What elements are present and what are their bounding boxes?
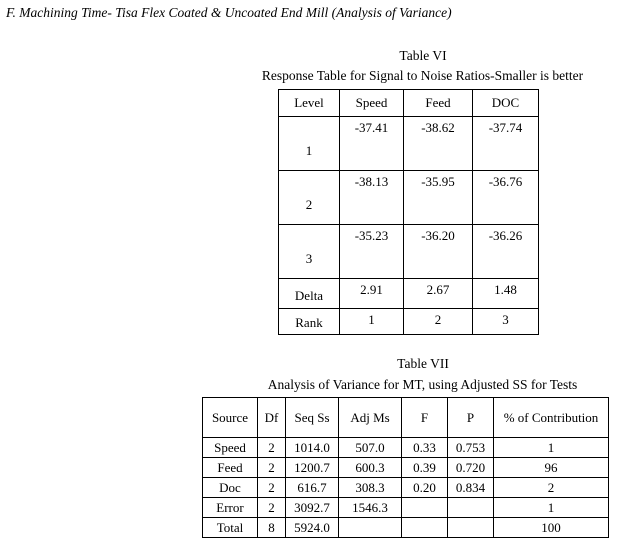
table7-cell: 8 <box>258 518 286 538</box>
table6-cell: 3 <box>473 309 539 335</box>
table6-title: Table VI <box>399 48 447 63</box>
table7-cell: 96 <box>494 458 609 478</box>
table6-row <box>279 225 539 279</box>
table7-cell <box>448 518 494 538</box>
table6-row <box>279 309 539 335</box>
table7-cell: 616.7 <box>286 478 339 498</box>
table7-cell: 2 <box>258 458 286 478</box>
table6-cell: 1 <box>279 117 340 171</box>
table7-header-cell: Seq Ss <box>286 398 339 438</box>
table7-title: Table VII <box>397 356 449 371</box>
table7-cell: 0.39 <box>402 458 448 478</box>
table7-cell: 1 <box>494 438 609 458</box>
table6-cell: Delta <box>279 279 340 309</box>
table6-cell: 2 <box>404 309 473 335</box>
table6-cell: -36.26 <box>473 225 539 279</box>
table7-row <box>203 438 609 458</box>
table6-cell: 3 <box>279 225 340 279</box>
table6-cell: 2.91 <box>340 279 404 309</box>
table7-cell <box>402 498 448 518</box>
table6-header-cell: Speed <box>340 90 404 117</box>
table7-cell: Doc <box>203 478 258 498</box>
table7-cell: Total <box>203 518 258 538</box>
table7-cell: 0.720 <box>448 458 494 478</box>
table6-cell: -35.23 <box>340 225 404 279</box>
table7-cell: 5924.0 <box>286 518 339 538</box>
table6-cell: -37.41 <box>340 117 404 171</box>
table6-row <box>279 171 539 225</box>
table7-cell: 600.3 <box>339 458 402 478</box>
table7-cell <box>339 518 402 538</box>
table7-cell: Error <box>203 498 258 518</box>
table7-cell: 2 <box>258 498 286 518</box>
table7-row <box>203 518 609 538</box>
table6-header-cell: DOC <box>473 90 539 117</box>
table6-cell: 2 <box>279 171 340 225</box>
table7-subtitle: Analysis of Variance for MT, using Adjusted SS for Tests <box>267 377 578 392</box>
table7 <box>202 397 609 538</box>
table6-cell: 1 <box>340 309 404 335</box>
table6-cell: -36.20 <box>404 225 473 279</box>
table7-cell: 2 <box>494 478 609 498</box>
table7-cell <box>448 498 494 518</box>
table6 <box>278 89 539 335</box>
table7-header-cell: % of Contribution <box>494 398 609 438</box>
table7-cell: 0.33 <box>402 438 448 458</box>
table7-row <box>203 498 609 518</box>
table7-cell: 1546.3 <box>339 498 402 518</box>
table7-cell: 0.20 <box>402 478 448 498</box>
table7-cell: 0.753 <box>448 438 494 458</box>
table7-cell: 2 <box>258 478 286 498</box>
table6-header-cell: Feed <box>404 90 473 117</box>
table7-cell: 100 <box>494 518 609 538</box>
table7-cell <box>402 518 448 538</box>
table7-cell: 1 <box>494 498 609 518</box>
table7-header-cell: P <box>448 398 494 438</box>
table6-cell: 2.67 <box>404 279 473 309</box>
table6-cell: Rank <box>279 309 340 335</box>
table6-cell: -35.95 <box>404 171 473 225</box>
table7-cell: Speed <box>203 438 258 458</box>
section-heading: F. Machining Time- Tisa Flex Coated & Uncoated End Mill (Analysis of Variance) <box>6 5 452 20</box>
table7-cell: 3092.7 <box>286 498 339 518</box>
table7-header-cell: Source <box>203 398 258 438</box>
table7-cell: 0.834 <box>448 478 494 498</box>
table6-row <box>279 279 539 309</box>
table7-header-cell: Df <box>258 398 286 438</box>
table6-cell: -38.62 <box>404 117 473 171</box>
table7-cell: 308.3 <box>339 478 402 498</box>
table6-cell: -37.74 <box>473 117 539 171</box>
table7-header-cell: F <box>402 398 448 438</box>
table7-cell: Feed <box>203 458 258 478</box>
table7-row <box>203 458 609 478</box>
table6-header-row <box>279 90 539 117</box>
table6-cell: -38.13 <box>340 171 404 225</box>
table6-row <box>279 117 539 171</box>
table6-cell: 1.48 <box>473 279 539 309</box>
table7-cell: 2 <box>258 438 286 458</box>
table7-header-cell: Adj Ms <box>339 398 402 438</box>
table7-row <box>203 478 609 498</box>
table7-cell: 507.0 <box>339 438 402 458</box>
table6-header-cell: Level <box>279 90 340 117</box>
table6-cell: -36.76 <box>473 171 539 225</box>
table7-header-row <box>203 398 609 438</box>
table6-subtitle: Response Table for Signal to Noise Ratios-Smaller is better <box>261 68 584 83</box>
table7-cell: 1014.0 <box>286 438 339 458</box>
table7-cell: 1200.7 <box>286 458 339 478</box>
